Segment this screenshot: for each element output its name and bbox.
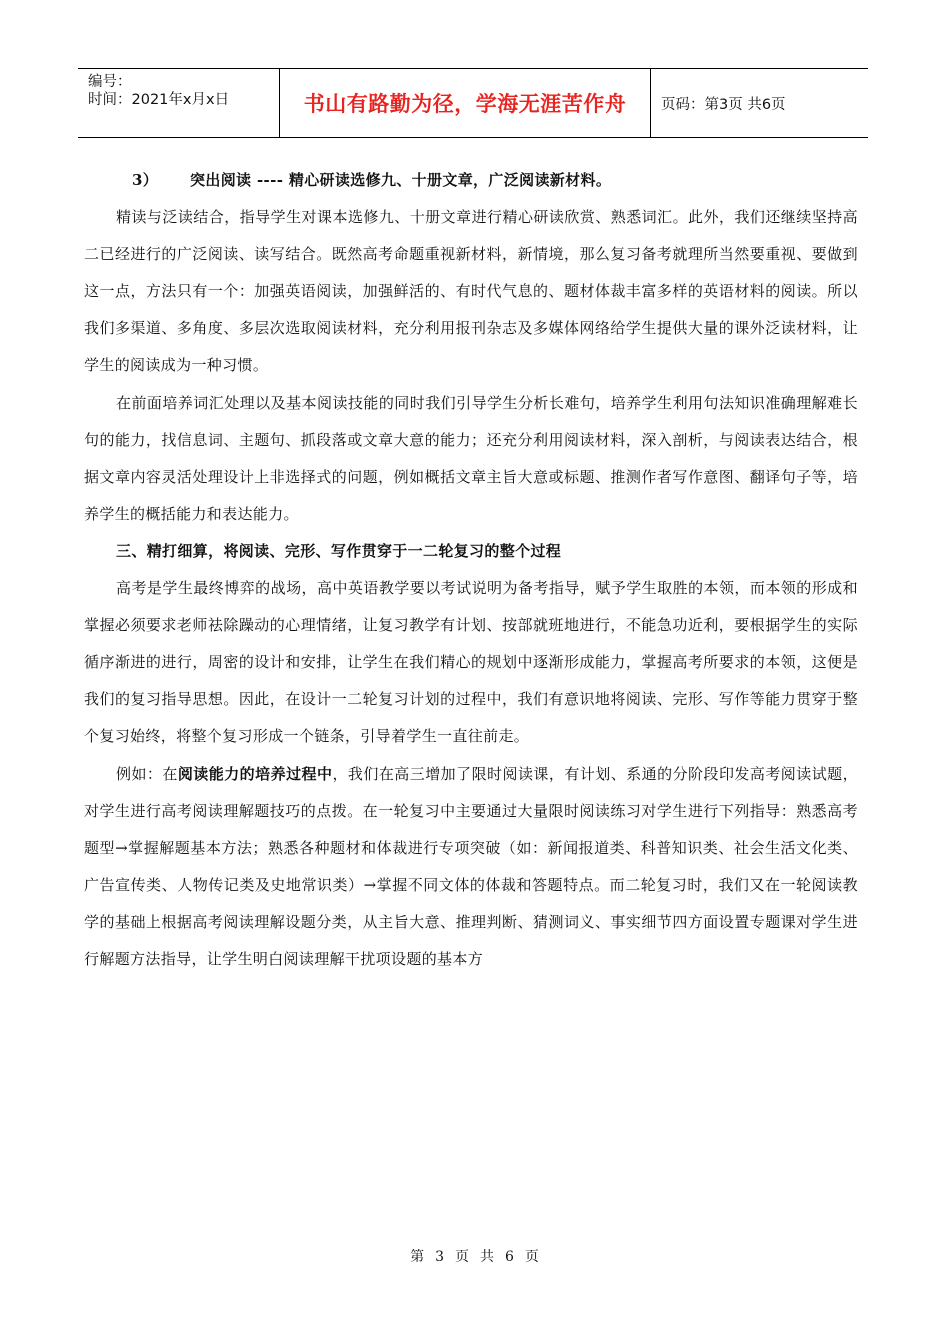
footer-ye: 页 [455, 1249, 470, 1265]
subsection-title: 突出阅读 ---- 精心研读选修九、十册文章，广泛阅读新材料。 [190, 171, 612, 189]
paragraph-4-bold: 阅读能力的培养过程中 [177, 764, 333, 783]
paragraph-4-rest: ，我们在高三增加了限时阅读课，有计划、系通的分阶段印发高考阅读试题，对学生进行高考阅读理解题技巧的点拨。在一轮复习中主要通过大量限时阅读练习对学生进行下列指导：熟悉高考题型→掌握解题基本方法；熟悉各种题材和体裁进行专项突破（如：新闻报道类、科普知识类、社会生活文化类、广告宣传类、人物传记类及史地常识类）→掌握不同文体的体裁和答题特点。而二轮复习时，我们又在一轮阅读教学的基础上根据高考阅读理解设题分类，从主旨大意、推理判断、猜测词义、事实细节四方面设置专题课对学生进行解题方法指导，让学生明白阅读理解干扰项设题的基本方 [84, 764, 858, 968]
page-header [78, 68, 868, 138]
header-meta [78, 69, 279, 137]
section-heading: 三、精打细算，将阅读、完形、写作贯穿于一二轮复习的整个过程 [116, 541, 562, 560]
page-footer [0, 1246, 950, 1266]
doc-number-label: 编号： [88, 74, 132, 90]
paragraph-3: 高考是学生最终博弈的战场，高中英语教学要以考试说明为备考指导，赋予学生取胜的本领，而本领的形成和掌握必须要求老师祛除躁动的心理情绪，让复习教学有计划、按部就班地进行，不能急功近利，要根据学生的实际循序渐进的进行，周密的设计和安排，让学生在我们精心的规划中逐渐形成能力，掌握高考所要求的本领，这便是我们的复习指导思想。因此，在设计一二轮复习计划的过程中，我们有意识地将阅读、完形、写作等能力贯穿于整个复习始终，将整个复习形成一个链条，引导着学生一直往前走。 [84, 579, 858, 746]
paragraph-4-prefix: 例如：在 [116, 764, 178, 783]
paragraph-1: 精读与泛读结合，指导学生对课本选修九、十册文章进行精心研读欣赏、熟悉词汇。此外，我们还继续坚持高二已经进行的广泛阅读、读写结合。既然高考命题重视新材料，新情境，那么复习备考就理所当然要重视、要做到这一点，方法只有一个：加强英语阅读，加强鲜活的、有时代气息的、题材体裁丰富多样的英语材料的阅读。所以我们多渠道、多角度、多层次选取阅读材料，充分利用报刊杂志及多媒体网络给学生提供大量的课外泛读材料，让学生的阅读成为一种习惯。 [84, 208, 858, 375]
footer-di: 第 [410, 1249, 426, 1265]
footer-gong: 共 [480, 1249, 495, 1265]
footer-ye-2: 页 [524, 1249, 540, 1265]
footer-total-pages: 6 [505, 1249, 515, 1265]
header-motto-cell [279, 69, 651, 137]
document-body [84, 162, 858, 978]
page-info-text: 页码：第3页 共6页 [661, 96, 786, 113]
header-page-info [651, 69, 868, 137]
paragraph-2: 在前面培养词汇处理以及基本阅读技能的同时我们引导学生分析长难句，培养学生利用句法知识准确理解难长句的能力，找信息词、主题句、抓段落或文章大意的能力；还充分利用阅读材料，深入剖析，与阅读表达结合，根据文章内容灵活处理设计上非选择式的问题，例如概括文章主旨大意或标题、推测作者写作意图、翻译句子等，培养学生的概括能力和表达能力。 [84, 393, 858, 523]
footer-page-number: 3 [435, 1249, 445, 1265]
subsection-number: 3） [132, 171, 159, 189]
doc-date: 时间：2021年x月x日 [88, 92, 230, 108]
motto-text: 书山有路勤为径，学海无涯苦作舟 [303, 92, 627, 116]
subsection-heading [84, 162, 858, 199]
paragraph-4 [84, 756, 858, 979]
